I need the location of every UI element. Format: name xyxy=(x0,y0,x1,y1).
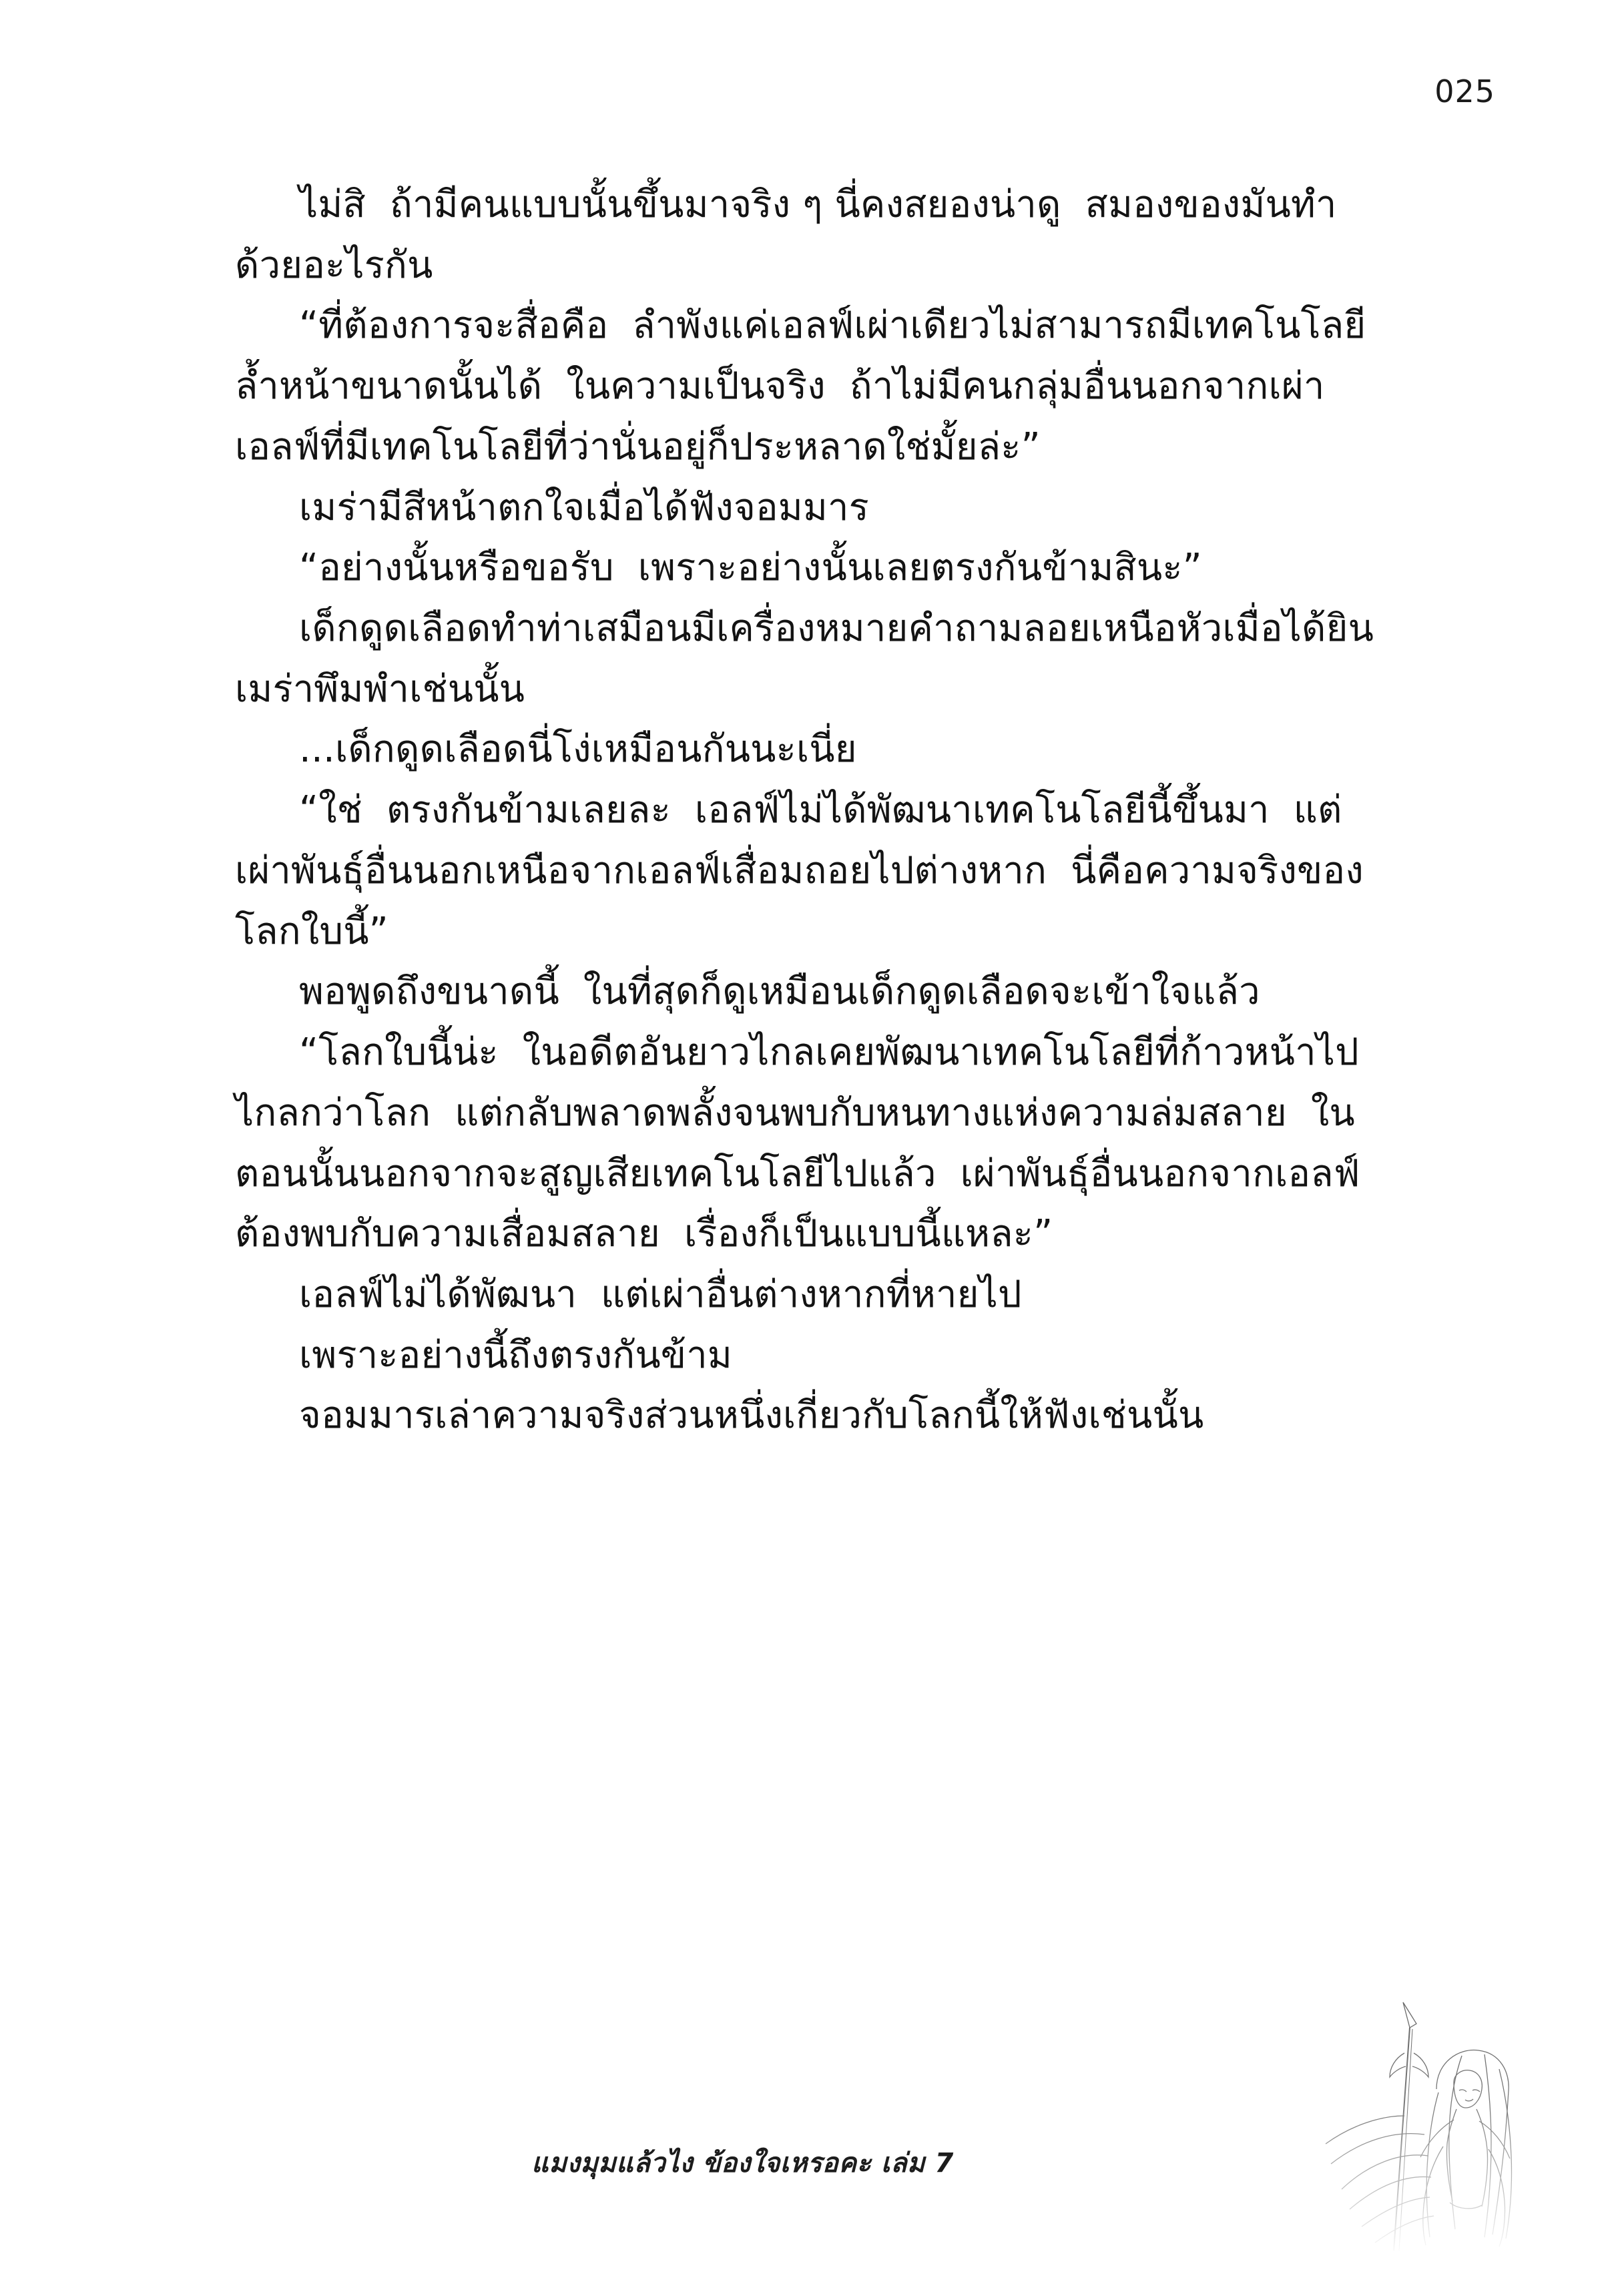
character-sketch-illustration xyxy=(1262,1989,1549,2256)
paragraph: “โลกใบนี้น่ะ ในอดีตอันยาวไกลเคยพัฒนาเทคโนโลยีที่ก้าวหน้าไปไกลกว่าโลก แต่กลับพลาดพลั้งจนพบกับหนทางแห่งความล่มสลาย ในตอนนั้นนอกจากจะสูญเสียเทคโนโลยีไปแล้ว เผ่าพันธุ์อื่นนอกจากเอลฟ์ต้องพบกับความเสื่อมสลาย เรื่องก็เป็นแบบนี้แหละ” xyxy=(235,1031,1360,1256)
body-text xyxy=(235,175,1390,1446)
paragraph: ไม่สิ ถ้ามีคนแบบนั้นขึ้นมาจริง ๆ นี่คงสยองน่าดู สมองของมันทำด้วยอะไรกัน xyxy=(235,183,1337,287)
book-footer xyxy=(0,2141,1612,2184)
paragraph: “อย่างนั้นหรือขอรับ เพราะอย่างนั้นเลยตรงกันข้ามสินะ” xyxy=(299,546,1202,590)
paragraph: เด็กดูดเลือดทำท่าเสมือนมีเครื่องหมายคำถามลอยเหนือหัวเมื่อได้ยินเมร่าพึมพำเช่นนั้น xyxy=(235,607,1374,711)
paragraph: เอลฟ์ไม่ได้พัฒนา แต่เผ่าอื่นต่างหากที่หายไป xyxy=(299,1272,1022,1316)
paragraph: ...เด็กดูดเลือดนี่โง่เหมือนกันนะเนี่ย xyxy=(299,728,857,772)
footer-title: แมงมุมแล้วไง ข้องใจเหรอคะ เล่ม 7 xyxy=(531,2148,954,2179)
page-number: 025 xyxy=(1434,73,1495,109)
paragraph: พอพูดถึงขนาดนี้ ในที่สุดก็ดูเหมือนเด็กดูดเลือดจะเข้าใจแล้ว xyxy=(299,970,1260,1014)
paragraph: จอมมารเล่าความจริงส่วนหนึ่งเกี่ยวกับโลกนี้ให้ฟังเช่นนั้น xyxy=(299,1394,1204,1438)
paragraph: เพราะอย่างนี้ถึงตรงกันข้าม xyxy=(299,1333,733,1377)
paragraph: “ใช่ ตรงกันข้ามเลยละ เอลฟ์ไม่ได้พัฒนาเทคโนโลยีนี้ขึ้นมา แต่เผ่าพันธุ์อื่นนอกเหนือจากเอลฟ์เสื่อมถอยไปต่างหาก นี่คือความจริงของโลกใบนี้” xyxy=(235,788,1364,953)
paragraph: เมร่ามีสีหน้าตกใจเมื่อได้ฟังจอมมาร xyxy=(299,485,869,529)
paragraph: “ที่ต้องการจะสื่อคือ ลำพังแค่เอลฟ์เผ่าเดียวไม่สามารถมีเทคโนโลยีล้ำหน้าขนาดนั้นได้ ในความเป็นจริง ถ้าไม่มีคนกลุ่มอื่นนอกจากเผ่าเอลฟ์ที่มีเทคโนโลยีที่ว่านั่นอยู่ก็ประหลาดใช่มั้ยล่ะ” xyxy=(235,304,1366,469)
